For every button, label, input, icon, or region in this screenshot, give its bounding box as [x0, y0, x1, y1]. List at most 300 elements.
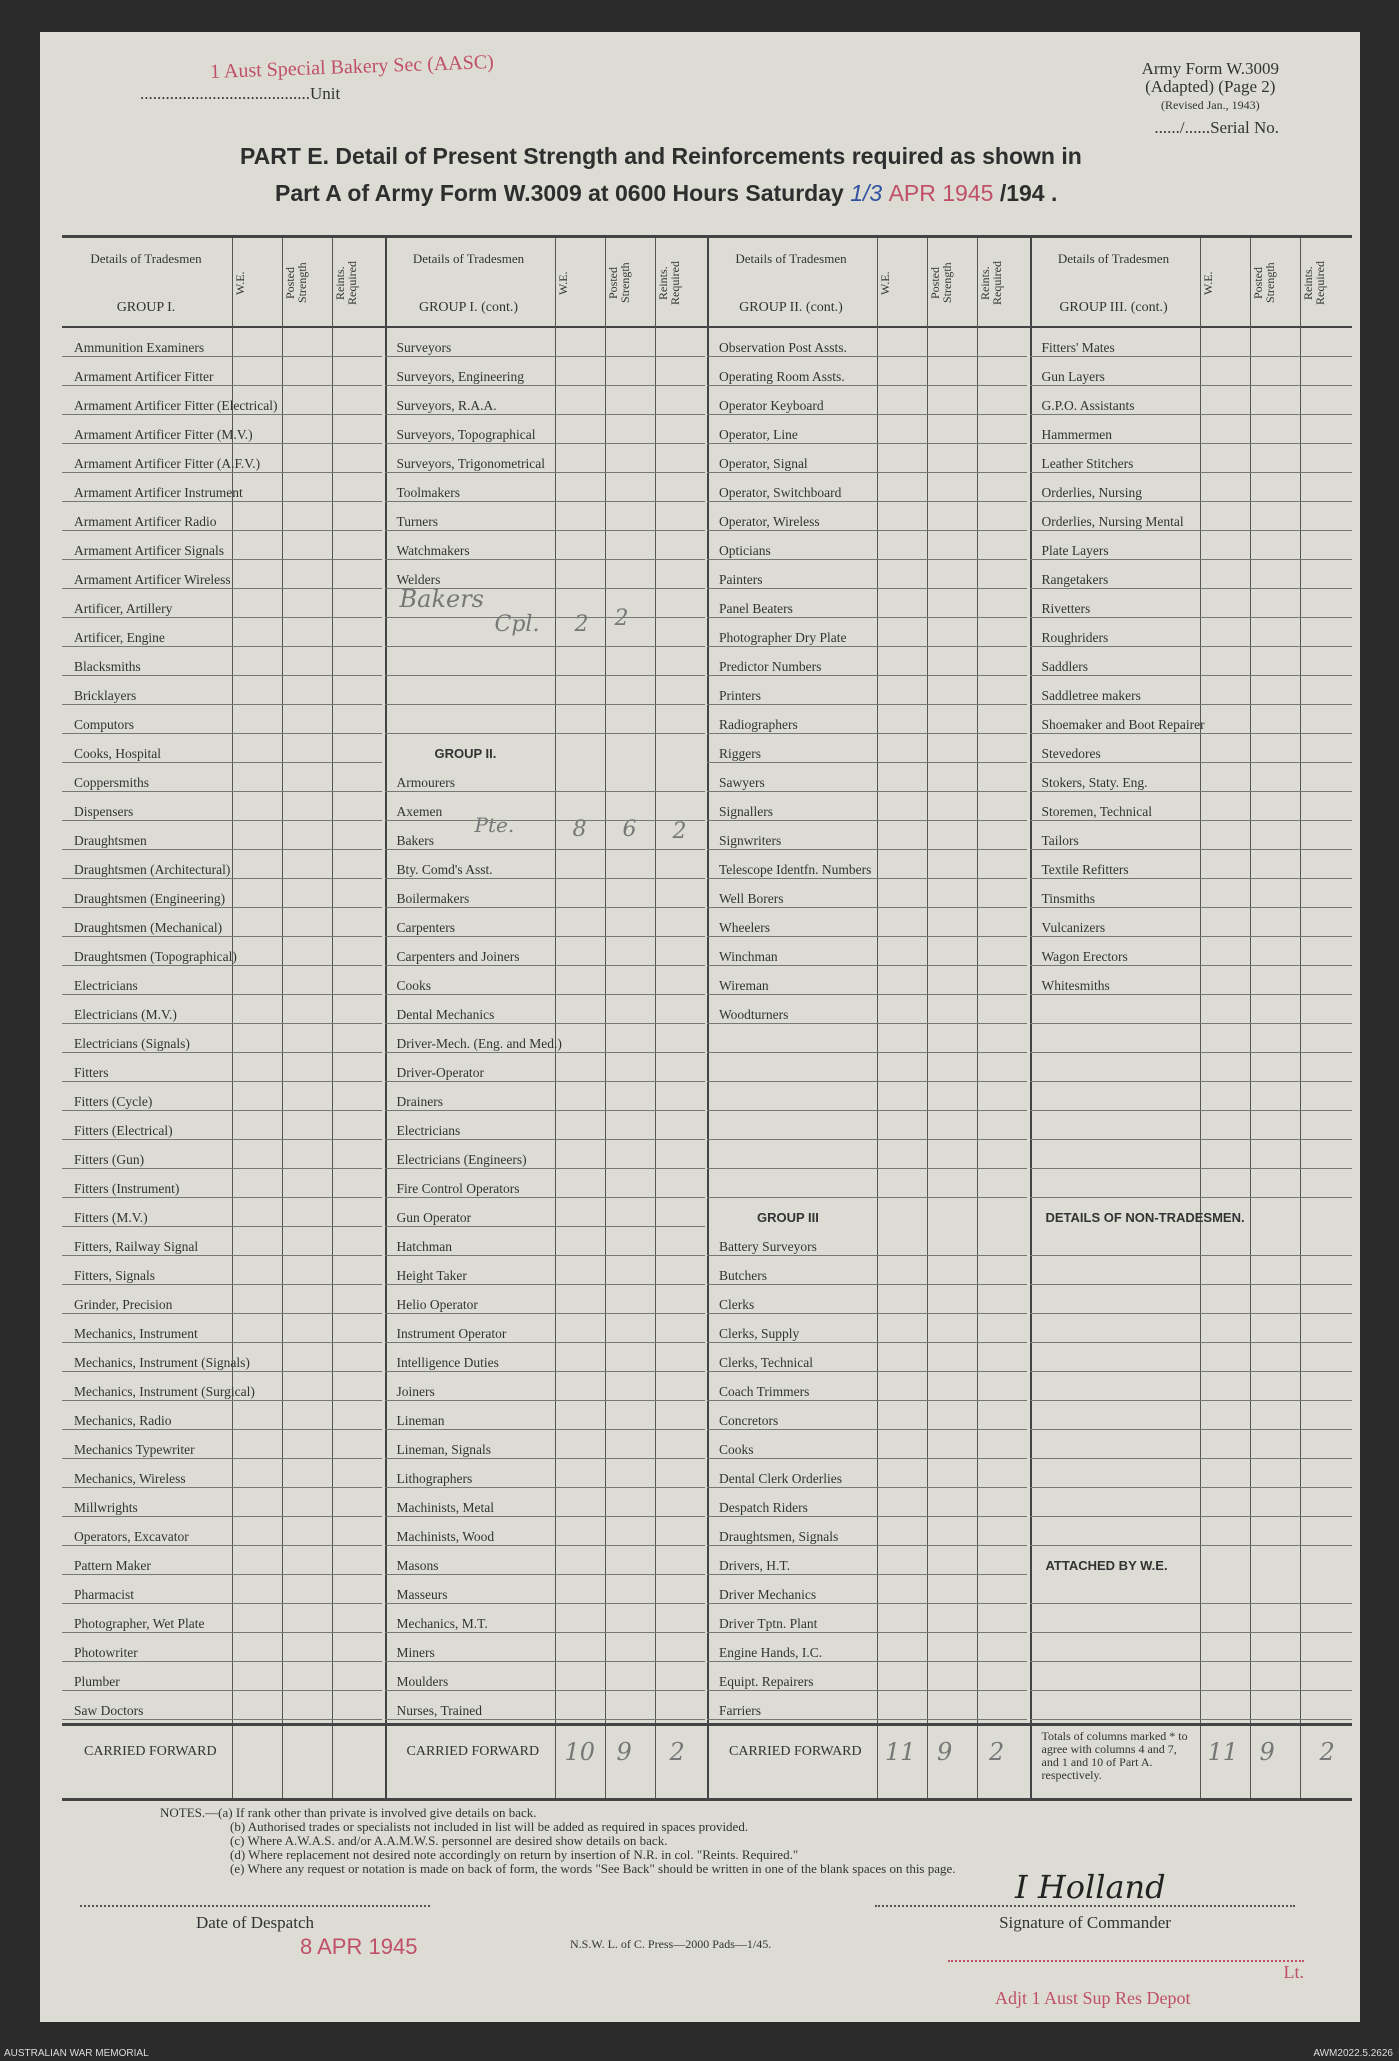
trade-label: Panel Beaters: [719, 601, 793, 616]
trade-label: Lineman, Signals: [396, 1442, 491, 1457]
trade-row: [1030, 415, 1352, 444]
trade-row: [707, 444, 1027, 473]
trade-row: [62, 1314, 382, 1343]
trade-label: Gun Operator: [396, 1210, 472, 1225]
trade-row: [1030, 1546, 1352, 1574]
trade-row: [1030, 1633, 1352, 1662]
carried-forward-row: [707, 1723, 1030, 1798]
trade-row: [62, 531, 382, 560]
trade-row: [385, 1430, 705, 1459]
trade-row: [62, 618, 382, 647]
trade-row: [385, 1343, 705, 1372]
trade-label: Roughriders: [1041, 630, 1109, 645]
trade-label: Plumber: [74, 1674, 120, 1689]
table-column-2: [385, 238, 710, 1798]
form-number: Army Form W.3009: [1141, 59, 1279, 78]
trade-row: [62, 1575, 382, 1604]
trade-label: Riggers: [719, 746, 761, 761]
handwritten-entry: 2: [989, 1738, 1005, 1766]
trade-label: Fitters (Cycle): [74, 1094, 153, 1109]
trade-row: [62, 1546, 382, 1575]
trade-row: [62, 444, 382, 473]
trade-row: [1030, 908, 1352, 937]
trade-label: Drivers, H.T.: [719, 1558, 790, 1573]
trade-label: Operator, Switchboard: [719, 485, 842, 500]
posted-header: Posted Strength: [605, 262, 632, 304]
trade-row: [707, 1024, 1027, 1053]
trade-label: Pharmacist: [74, 1587, 134, 1602]
trade-label: DETAILS OF NON-TRADESMEN.: [1045, 1210, 1245, 1225]
handwritten-entry: 2: [1319, 1738, 1335, 1766]
form-identifier: [1142, 60, 1279, 114]
trade-row: [707, 1430, 1027, 1459]
trade-row: [385, 763, 705, 792]
trade-row: [707, 705, 1027, 734]
trade-label: Wagon Erectors: [1041, 949, 1128, 964]
trade-label: Mechanics, Radio: [74, 1413, 172, 1428]
trade-row: [385, 1256, 705, 1285]
commander-signature: I Holland: [1015, 1868, 1166, 1906]
trade-label: Rangetakers: [1041, 572, 1109, 587]
trade-label: Signallers: [719, 804, 773, 819]
trade-label: Battery Surveyors: [719, 1239, 817, 1254]
trade-label: GROUP II.: [434, 746, 497, 761]
trade-row: [62, 850, 382, 879]
trade-label: Orderlies, Nursing: [1041, 485, 1142, 500]
trade-label: Blacksmiths: [74, 659, 141, 674]
we-header: W.E.: [233, 271, 247, 295]
trade-row: [62, 647, 382, 676]
trade-row: [62, 1372, 382, 1401]
trade-row: [707, 1401, 1027, 1430]
trade-row: [385, 1517, 705, 1546]
trade-label: Carpenters: [396, 920, 455, 935]
trade-row: [385, 966, 705, 995]
trade-label: Photowriter: [74, 1645, 138, 1660]
title-line-2: [275, 180, 1057, 207]
trade-row: [385, 1082, 705, 1111]
trade-label: Armament Artificer Fitter (A.F.V.): [74, 456, 261, 471]
trade-label: Fitters (Instrument): [74, 1181, 180, 1196]
trade-row: [707, 1459, 1027, 1488]
trade-label: Fitters, Railway Signal: [74, 1239, 199, 1254]
trade-label: Turners: [396, 514, 439, 529]
trade-row: [707, 1575, 1027, 1604]
trade-label: Fitters (Electrical): [74, 1123, 173, 1138]
trade-label: Operator, Wireless: [719, 514, 820, 529]
trade-label: Woodturners: [719, 1007, 789, 1022]
trade-label: Butchers: [719, 1268, 767, 1283]
trade-row: [1030, 1459, 1352, 1488]
trade-label: Armament Artificer Signals: [74, 543, 224, 558]
trade-label: Grinder, Precision: [74, 1297, 173, 1312]
trade-row: [707, 328, 1027, 357]
trade-row: [707, 1343, 1027, 1372]
trade-row: [707, 1662, 1027, 1691]
trade-row: [1030, 1111, 1352, 1140]
trade-label: Computors: [74, 717, 135, 732]
trade-row: [1030, 618, 1352, 647]
archive-credit: AUSTRALIAN WAR MEMORIAL: [4, 2048, 149, 2059]
trade-label: Dispensers: [74, 804, 134, 819]
trade-row: [707, 1488, 1027, 1517]
trade-label: Stevedores: [1041, 746, 1101, 761]
handwritten-entry: 9: [616, 1738, 632, 1766]
trade-row: [62, 1459, 382, 1488]
trade-label: Armament Artificer Wireless: [74, 572, 231, 587]
table-column-1: [62, 238, 387, 1798]
trade-label: Predictor Numbers: [719, 659, 822, 674]
trade-row: [62, 1691, 382, 1720]
trade-label: Engine Hands, I.C.: [719, 1645, 823, 1660]
trade-row: [1030, 1024, 1352, 1053]
trade-label: Stokers, Staty. Eng.: [1041, 775, 1148, 790]
trade-label: Cooks, Hospital: [74, 746, 162, 761]
trade-row: [1030, 705, 1352, 734]
trade-row: [385, 995, 705, 1024]
trade-label: Dental Clerk Orderlies: [719, 1471, 842, 1486]
trade-row: [1030, 937, 1352, 966]
trade-label: Armament Artificer Fitter (Electrical): [74, 398, 278, 413]
trade-label: Orderlies, Nursing Mental: [1041, 514, 1184, 529]
trade-row: [385, 473, 705, 502]
trade-label: Driver Tptn. Plant: [719, 1616, 818, 1631]
form-revised: (Revised Jan., 1943): [1160, 98, 1260, 112]
trade-row: [707, 1111, 1027, 1140]
note-line: (b) Authorised trades or specialists not included in list will be added as required in spaces provided.: [230, 1819, 749, 1834]
trade-label: Leather Stitchers: [1041, 456, 1134, 471]
trade-row: [1030, 792, 1352, 821]
trade-label: Axemen: [396, 804, 443, 819]
trade-label: Well Borers: [719, 891, 784, 906]
trade-label: Fitters' Mates: [1041, 340, 1115, 355]
trade-row: [62, 473, 382, 502]
trade-label: Operators, Excavator: [74, 1529, 189, 1544]
trade-label: Surveyors, Topographical: [396, 427, 536, 442]
trade-label: Miners: [396, 1645, 435, 1660]
trade-row: [62, 995, 382, 1024]
trade-label: Printers: [719, 688, 761, 703]
trade-label: Height Taker: [396, 1268, 467, 1283]
trade-label: Machinists, Wood: [396, 1529, 495, 1544]
trade-row: [385, 1053, 705, 1082]
handwritten-entry: 9: [937, 1738, 953, 1766]
trade-label: Bakers: [396, 833, 434, 848]
trade-row: [385, 647, 705, 676]
trade-row: [62, 1662, 382, 1691]
trade-row: [707, 647, 1027, 676]
title-line-2-text: Part A of Army Form W.3009 at 0600 Hours Saturday: [275, 180, 844, 206]
trade-label: Millwrights: [74, 1500, 138, 1515]
trade-row: [385, 1140, 705, 1169]
carried-forward-label: CARRIED FORWARD: [84, 1744, 217, 1759]
trade-label: Clerks, Supply: [719, 1326, 800, 1341]
trade-label: Machinists, Metal: [396, 1500, 494, 1515]
trade-row: [1030, 589, 1352, 618]
trade-row: [62, 560, 382, 589]
trade-label: Fitters: [74, 1065, 109, 1080]
unit-stamp: 1 Aust Special Bakery Sec (AASC): [209, 51, 495, 83]
trade-row: [707, 1285, 1027, 1314]
trade-label: Equipt. Repairers: [719, 1674, 814, 1689]
column-header: [1030, 238, 1353, 328]
reints-header: Reints. Required: [655, 261, 682, 305]
trade-row: [385, 502, 705, 531]
trade-row: [385, 444, 705, 473]
trade-label: Driver Mechanics: [719, 1587, 817, 1602]
trade-label: Ammunition Examiners: [74, 340, 205, 355]
trade-row: [385, 821, 705, 850]
trade-row: [385, 1546, 705, 1575]
trade-row: [62, 1140, 382, 1169]
trade-row: [62, 1024, 382, 1053]
trade-row: [707, 560, 1027, 589]
posted-header: Posted Strength: [1250, 262, 1277, 304]
trade-label: Whitesmiths: [1041, 978, 1110, 993]
trade-label: Tinsmiths: [1041, 891, 1096, 906]
posted-header: Posted Strength: [283, 262, 309, 304]
trade-label: Welders: [396, 572, 441, 587]
trade-label: Coach Trimmers: [719, 1384, 810, 1399]
trade-row: [62, 1401, 382, 1430]
trade-label: Surveyors, Trigonometrical: [396, 456, 545, 471]
we-header: W.E.: [878, 271, 892, 295]
trade-row: [1030, 1488, 1352, 1517]
trade-label: Dental Mechanics: [396, 1007, 495, 1022]
trade-row: [707, 1082, 1027, 1111]
trade-label: Boilermakers: [396, 891, 470, 906]
trade-label: Masseurs: [396, 1587, 448, 1602]
trade-label: Carpenters and Joiners: [396, 949, 520, 964]
trade-row: [707, 1372, 1027, 1401]
trade-row: [707, 1314, 1027, 1343]
trade-label: Bricklayers: [74, 688, 137, 703]
trade-row: [1030, 850, 1352, 879]
trade-label: Fitters (M.V.): [74, 1210, 148, 1225]
trade-row: [1030, 386, 1352, 415]
trade-row: [385, 1169, 705, 1198]
carried-forward-label: Totals of columns marked * to agree with columns 4 and 7, and 1 and 10 of Part A. respectively.: [1041, 1729, 1188, 1782]
trade-label: Lithographers: [396, 1471, 473, 1486]
trade-label: Surveyors, Engineering: [396, 369, 524, 384]
details-header: Details of Tradesmen: [412, 251, 525, 266]
details-header: Details of Tradesmen: [90, 251, 202, 266]
trade-row: [385, 1198, 705, 1227]
serial-number: ....../......Serial No.: [1154, 118, 1279, 137]
trade-row: [385, 357, 705, 386]
date-stamp: APR 1945: [888, 180, 994, 206]
trade-label: Mechanics, M.T.: [396, 1616, 488, 1631]
trade-row: [62, 1198, 382, 1227]
trade-row: [62, 937, 382, 966]
group-header: GROUP III. (cont.): [1059, 300, 1168, 315]
handwritten-entry: 9: [1259, 1738, 1275, 1766]
trade-label: Instrument Operator: [396, 1326, 507, 1341]
column-header: [62, 238, 385, 328]
trade-row: [385, 1662, 705, 1691]
trade-row: [385, 1372, 705, 1401]
trade-label: Nurses, Trained: [396, 1703, 483, 1718]
trade-row: [62, 1169, 382, 1198]
trade-row: [707, 1546, 1027, 1575]
handwritten-entry: 2: [672, 819, 687, 844]
trade-label: Draughtsmen, Signals: [719, 1529, 839, 1544]
trade-row: [62, 1111, 382, 1140]
group-header: GROUP II. (cont.): [739, 300, 843, 315]
trade-row: [62, 763, 382, 792]
trade-row: [385, 1285, 705, 1314]
trade-row: [62, 1604, 382, 1633]
trade-row: [385, 386, 705, 415]
trade-row: [62, 328, 382, 357]
trade-label: Cooks: [719, 1442, 754, 1457]
handwritten-entry: Bakers: [399, 585, 484, 613]
trade-label: Concretors: [719, 1413, 779, 1428]
trade-row: [1030, 676, 1352, 705]
trade-row: [707, 1169, 1027, 1198]
trade-row: [62, 1082, 382, 1111]
trade-label: Mechanics, Instrument: [74, 1326, 198, 1341]
trade-row: [1030, 1575, 1352, 1604]
trade-row: [62, 502, 382, 531]
handwritten-entry: 11: [885, 1738, 916, 1766]
trade-row: [707, 995, 1027, 1024]
trade-label: Surveyors, R.A.A.: [396, 398, 497, 413]
handwritten-entry: 8: [572, 817, 587, 842]
trade-row: [1030, 1082, 1352, 1111]
trade-label: Operator, Signal: [719, 456, 808, 471]
trade-row: [707, 1053, 1027, 1082]
trade-label: Draughtsmen: [74, 833, 147, 848]
strength-table: [62, 235, 1352, 1801]
carried-forward-label: CARRIED FORWARD: [729, 1744, 862, 1759]
trade-label: Hatchman: [396, 1239, 452, 1254]
trade-row: [1030, 1053, 1352, 1082]
trade-row: [707, 415, 1027, 444]
note-line: (c) Where A.W.A.S. and/or A.A.M.W.S. personnel are desired show details on back.: [230, 1833, 668, 1848]
trade-row: [1030, 1285, 1352, 1314]
trade-row: [1030, 328, 1352, 357]
trade-row: [62, 1517, 382, 1546]
trade-row: [62, 966, 382, 995]
notes-block: [160, 1806, 956, 1876]
reints-header: Reints. Required: [333, 261, 359, 305]
trade-label: Watchmakers: [396, 543, 470, 558]
trade-label: ATTACHED BY W.E.: [1045, 1558, 1168, 1573]
trade-label: Electricians: [74, 978, 138, 993]
trade-row: [707, 1227, 1027, 1256]
trade-label: Electricians (Signals): [74, 1036, 190, 1051]
trade-row: [1030, 1372, 1352, 1401]
trade-label: Textile Refitters: [1041, 862, 1129, 877]
trade-row: [385, 705, 705, 734]
trade-row: [62, 1430, 382, 1459]
trade-label: Sawyers: [719, 775, 765, 790]
trade-row: [707, 618, 1027, 647]
trade-row: [62, 1343, 382, 1372]
handwritten-entry: 10: [564, 1738, 596, 1766]
trade-row: [62, 879, 382, 908]
trade-row: [707, 763, 1027, 792]
trade-row: [1030, 1140, 1352, 1169]
trade-row: [385, 618, 705, 647]
trade-label: Drainers: [396, 1094, 443, 1109]
reints-header: Reints. Required: [978, 261, 1004, 305]
trade-row: [62, 908, 382, 937]
trade-label: Farriers: [719, 1703, 761, 1718]
trade-row: [1030, 1343, 1352, 1372]
trade-row: [385, 1459, 705, 1488]
press-imprint: N.S.W. L. of C. Press—2000 Pads—1/45.: [570, 1937, 772, 1951]
trade-label: Operator, Line: [719, 427, 798, 442]
handwritten-entry: 2: [669, 1738, 685, 1766]
trade-row: [62, 1488, 382, 1517]
trade-label: Fire Control Operators: [396, 1181, 520, 1196]
trade-label: Joiners: [396, 1384, 435, 1399]
trade-row: [62, 1227, 382, 1256]
trade-label: Mechanics Typewriter: [74, 1442, 195, 1457]
trade-row: [1030, 734, 1352, 763]
we-header: W.E.: [555, 271, 570, 295]
rank-label: Lt.: [948, 1960, 1304, 1983]
trade-row: [62, 1256, 382, 1285]
trade-label: Electricians (Engineers): [396, 1152, 527, 1167]
trade-row: [1030, 357, 1352, 386]
trade-label: Pattern Maker: [74, 1558, 151, 1573]
handwritten-entry: Cpl.: [494, 612, 540, 637]
trade-label: GROUP III: [757, 1210, 819, 1225]
trade-row: [385, 1633, 705, 1662]
trade-row: [385, 1488, 705, 1517]
trade-row: [62, 676, 382, 705]
trade-label: Photographer Dry Plate: [719, 630, 847, 645]
column-header: [385, 238, 708, 328]
trade-row: [707, 386, 1027, 415]
trade-row: [1030, 1691, 1352, 1720]
note-line: NOTES.—(a) If rank other than private is involved give details on back.: [160, 1805, 537, 1820]
trade-row: [1030, 821, 1352, 850]
trade-row: [385, 937, 705, 966]
trade-row: [707, 676, 1027, 705]
trade-row: [1030, 647, 1352, 676]
trade-label: Mechanics, Wireless: [74, 1471, 186, 1486]
trade-row: [1030, 1604, 1352, 1633]
carried-forward-row: [385, 1723, 708, 1798]
trade-label: Bty. Comd's Asst.: [396, 862, 493, 877]
trade-label: Winchman: [719, 949, 778, 964]
trade-row: [707, 734, 1027, 763]
trade-row: [1030, 1227, 1352, 1256]
trade-row: [385, 1575, 705, 1604]
unit-line: ........................................Unit: [140, 84, 341, 103]
note-line: (d) Where replacement not desired note accordingly on return by insertion of N.R. in col. "Reints. Required.": [230, 1847, 799, 1862]
trade-row: [707, 1517, 1027, 1546]
handwritten-entry: 2: [614, 606, 629, 631]
trade-label: Cooks: [396, 978, 432, 993]
table-column-4: [1030, 238, 1353, 1798]
trade-label: Armament Artificer Instrument: [74, 485, 243, 500]
trade-label: Coppersmiths: [74, 775, 150, 790]
trade-row: [707, 966, 1027, 995]
archive-id: AWM2022.5.2626: [1313, 2048, 1393, 2059]
carried-forward-row: [1030, 1723, 1353, 1798]
trade-row: [62, 705, 382, 734]
trade-label: Operating Room Assts.: [719, 369, 845, 384]
details-header: Details of Tradesmen: [735, 251, 847, 266]
trade-row: [707, 502, 1027, 531]
trade-label: Vulcanizers: [1041, 920, 1106, 935]
trade-row: [707, 792, 1027, 821]
